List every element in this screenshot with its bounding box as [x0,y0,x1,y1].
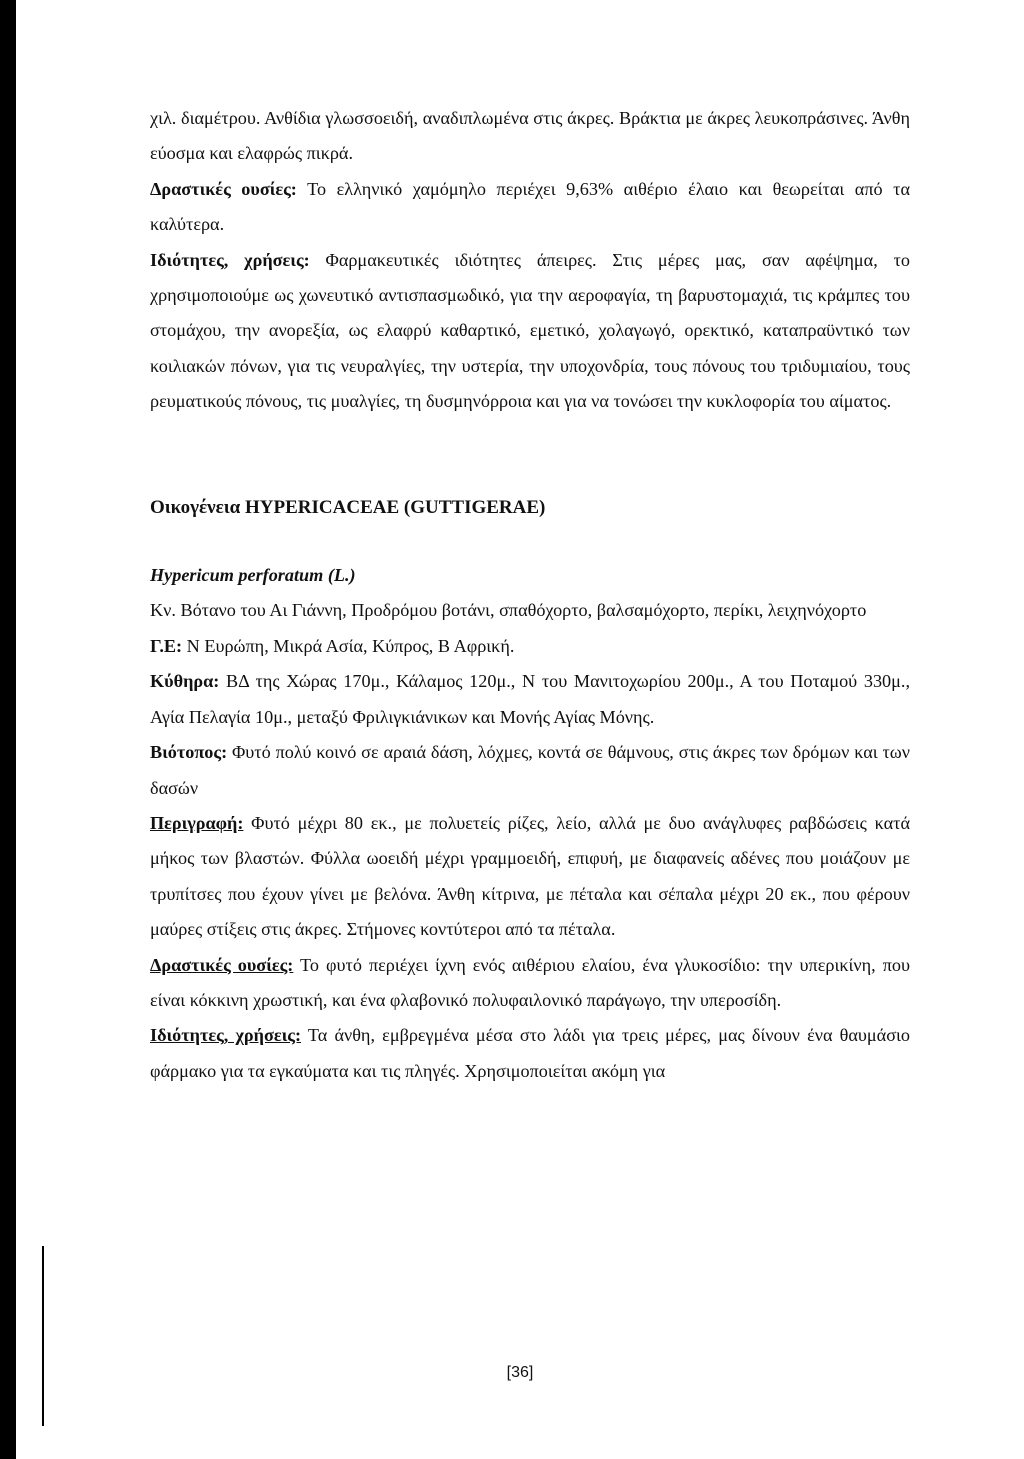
geographic-distribution [150,629,910,664]
kythira-locations [150,664,910,735]
habitat-label: Βιότοπος: [150,742,228,763]
document-page [16,0,1024,1459]
active-substances-text: Το ελληνικό χαμόμηλο περιέχει 9,63% αιθέριο έλαιο και θεωρείται από τα καλύτερα. [150,178,911,235]
species-active-label: Δραστικές ουσίες: [150,954,294,975]
description-label: Περιγραφή: [150,812,244,833]
properties-text: Φαρμακευτικές ιδιότητες άπειρες. Στις μέρες μας, σαν αφέψημα, το χρησιμοποιούμε ως χωνευτικό αντισπασμωδικό, για την αεροφαγία, τη βαρυστομαχιά, τις κράμπες του στομάχου, την ανορεξία, ως ελαφρύ καθαρτικό, εμετικό, χολαγωγό, ορεκτικό, καταπραϋντικό των κοιλιακών πόνων, για τις νευραλγίες, την υστερία, την υποχονδρία, τους πόνους του τριδυμιαίου, τους ρευματικούς πόνους, τις μυαλγίες, τη δυσμηνόρροια και για να τονώσει την κυκλοφορία του αίματος. [150,249,910,412]
properties-label: Ιδιότητες, χρήσεις: [150,249,310,270]
family-heading: Οικογένεια HYPERICACEAE (GUTTIGERAE) [150,496,546,518]
ge-text: Ν Ευρώπη, Μικρά Ασία, Κύπρος, Β Αφρική. [182,635,515,656]
species-properties [150,1018,910,1089]
kythira-label: Κύθηρα: [150,671,220,692]
species-active-text: Το φυτό περιέχει ίχνη ενός αιθέριου ελαίου, ένα γλυκοσίδιο: την υπερικίνη, που είναι κόκκινη χρωστική, και ένα φλαβονικό πολυφαιλονικό παράγωγο, την υπεροσίδη. [150,954,910,1010]
ge-label: Γ.Ε: [150,635,183,656]
description [150,806,910,948]
intro-properties [150,243,910,420]
page-content [150,101,910,1089]
intro-paragraph: χιλ. διαμέτρου. Ανθίδια γλωσσοειδή, αναδιπλωμένα στις άκρες. Βράκτια με άκρες λευκοπράσινες. Άνθη εύοσμα και ελαφρώς πικρά. [150,108,910,164]
active-substances-label: Δραστικές ουσίες: [150,178,297,199]
kythira-text: ΒΔ της Χώρας 170μ., Κάλαμος 120μ., Ν του Μανιτοχωρίου 200μ., Α του Ποταμού 330μ., Αγία Πελαγία 10μ., μεταξύ Φριλιγκιάνικων και Μονής Αγίας Μόνης. [150,671,910,727]
page-number: [36] [506,1364,534,1381]
habitat [150,735,910,806]
species-properties-text: Τα άνθη, εμβρεγμένα μέσα στο λάδι για τρεις μέρες, μας δίνουν ένα θαυμάσιο φάρμακο για τα εγκαύματα και τις πληγές. Χρησιμοποιείται ακόμη για [150,1025,910,1081]
common-names: Κν. Βότανο του Αι Γιάννη, Προδρόμου βοτάνι, σπαθόχορτο, βαλσαμόχορτο, περίκι, λειχηνόχορτο [150,600,867,621]
species-name: Hypericum perforatum (L.) [150,565,356,586]
intro-active-substances [150,172,910,243]
species-active-substances [150,948,910,1019]
species-properties-label: Ιδιότητες, χρήσεις: [150,1025,302,1046]
habitat-text: Φυτό πολύ κοινό σε αραιά δάση, λόχμες, κοντά σε θάμνους, στις άκρες των δρόμων και των δασών [150,742,910,798]
margin-rule [42,1246,44,1426]
description-text: Φυτό μέχρι 80 εκ., με πολυετείς ρίζες, λείο, αλλά με δυο ανάγλυφες ραβδώσεις κατά μήκος των βλαστών. Φύλλα ωοειδή μέχρι γραμμοειδή, επιφυή, με διαφανείς αδένες που μοιάζουν με τρυπίτσες που έχουν γίνει με βελόνα. Άνθη κίτρινα, με πέταλα και σέπαλα μέχρι 20 εκ., που φέρουν μαύρες στίξεις στις άκρες. Στήμονες κοντύτεροι από τα πέταλα. [150,812,910,940]
